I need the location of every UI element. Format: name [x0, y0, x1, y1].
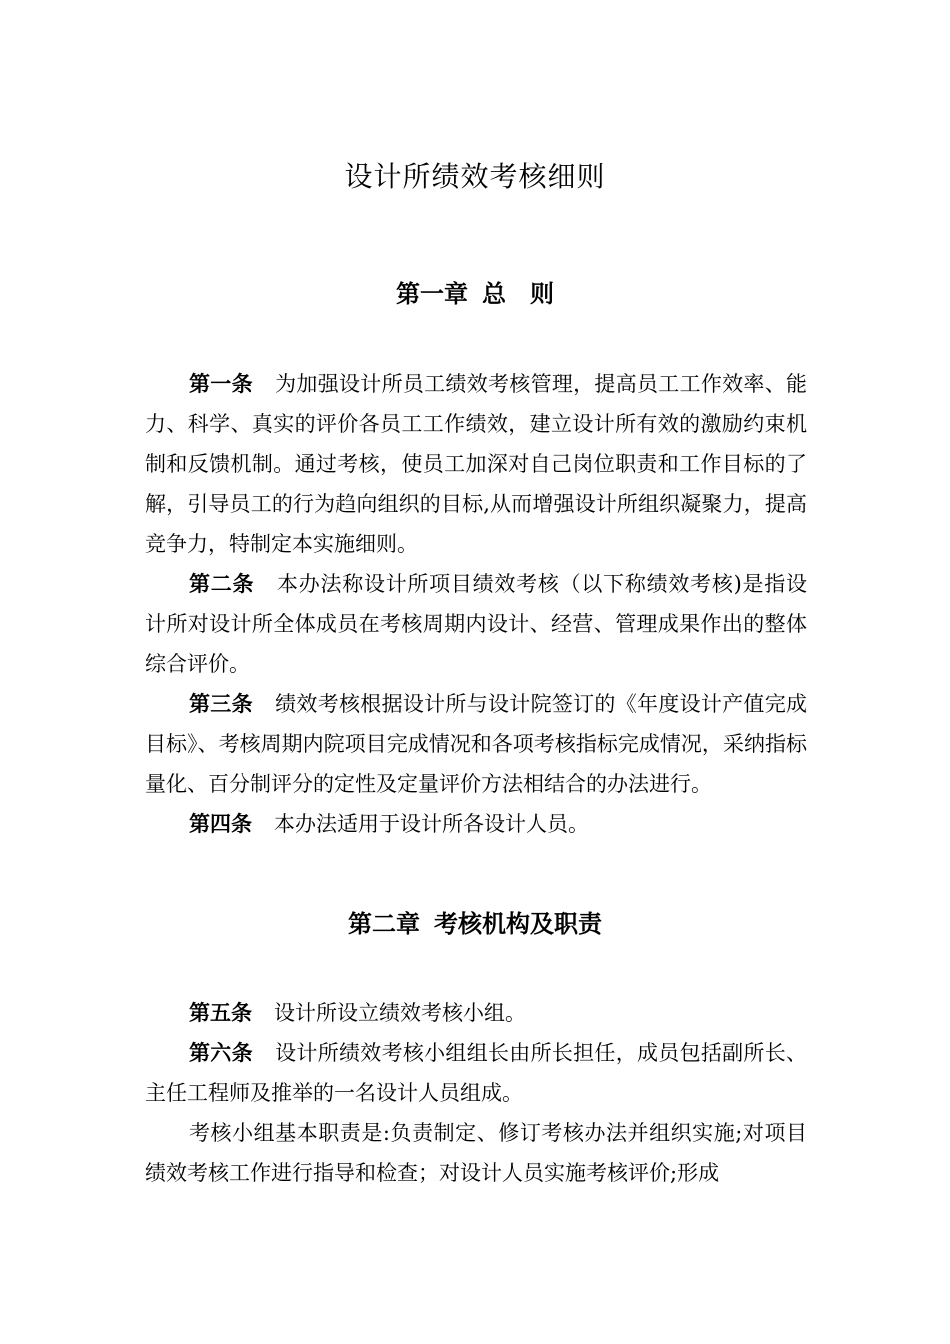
- chapter-1-heading: [0, 277, 950, 311]
- article-4: [145, 804, 807, 844]
- article-2: [145, 564, 807, 684]
- article-2-text: 本办法称设计所项目绩效考核（以下称绩效考核)是指设计所对设计所全体成员在考核周期内设计、经营、管理成果作出的整体综合评价。: [145, 572, 807, 676]
- article-1-label: 第一条: [189, 372, 253, 396]
- article-3: [145, 684, 807, 804]
- article-6-label: 第六条: [189, 1041, 253, 1065]
- chapter-2-body: [145, 993, 807, 1193]
- chapter-2-label: 第二章: [348, 910, 420, 938]
- article-3-text: 绩效考核根据设计所与设计院签订的《年度设计产值完成目标》、考核周期内院项目完成情况和各项考核指标完成情况，采纳指标量化、百分制评分的定性及定量评价方法相结合的办法进行。: [145, 692, 807, 796]
- chapter-1-body: [145, 364, 807, 844]
- article-4-label: 第四条: [189, 812, 252, 836]
- article-5: [145, 993, 807, 1033]
- article-1: [145, 364, 807, 564]
- article-5-label: 第五条: [189, 1001, 252, 1025]
- article-6-text: 设计所绩效考核小组组长由所长担任，成员包括副所长、主任工程师及推举的一名设计人员组成。: [145, 1041, 807, 1105]
- chapter-1-label: 第一章: [396, 280, 468, 308]
- article-4-text: 本办法适用于设计所各设计人员。: [274, 812, 589, 836]
- article-2-label: 第二条: [189, 572, 255, 596]
- article-1-text: 为加强设计所员工绩效考核管理，提高员工工作效率、能力、科学、真实的评价各员工工作绩效，建立设计所有效的激励约束机制和反馈机制。通过考核，使员工加深对自己岗位职责和工作目标的了解，引导员工的行为趋向组织的目标,从而增强设计所组织凝聚力，提高竞争力，特制定本实施细则。: [145, 372, 807, 556]
- document-title: 设计所绩效考核细则: [344, 160, 606, 193]
- article-5-text: 设计所设立绩效考核小组。: [274, 1001, 526, 1025]
- article-3-label: 第三条: [189, 692, 253, 716]
- duties-text: 考核小组基本职责是:负责制定、修订考核办法并组织实施;对项目绩效考核工作进行指导和检查；对设计人员实施考核评价;形成: [145, 1121, 807, 1185]
- duties-paragraph: [145, 1113, 807, 1193]
- article-6: [145, 1033, 807, 1113]
- chapter-2-heading: [0, 907, 950, 941]
- chapter-2-name: 考核机构及职责: [434, 910, 602, 938]
- chapter-1-name: 总 则: [482, 280, 554, 308]
